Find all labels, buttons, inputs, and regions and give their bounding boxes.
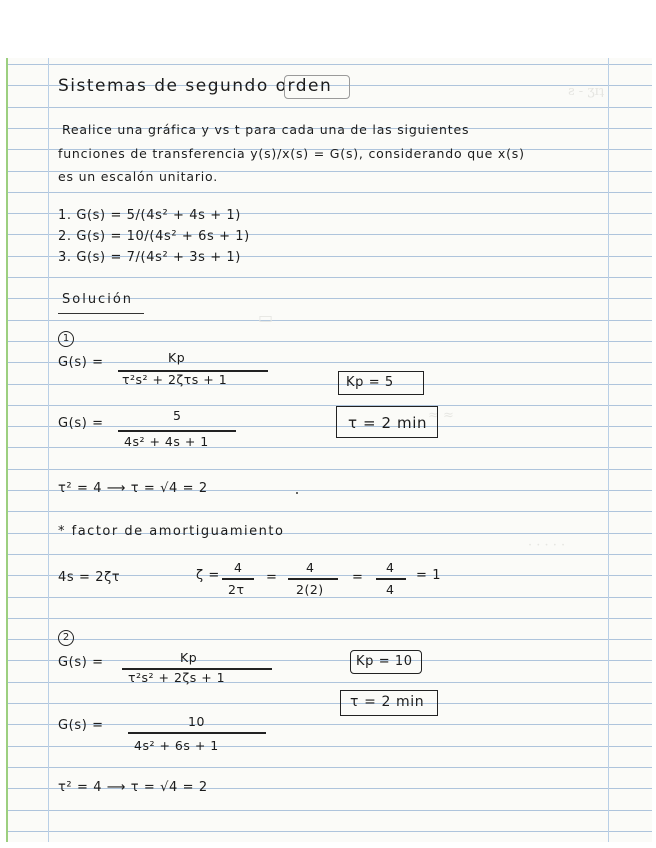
part-1-kp: Kp = 5: [346, 375, 394, 390]
damping-heading: * factor de amortiguamiento: [58, 524, 285, 539]
damping-equation: 4s = 2ζτ: [58, 570, 121, 585]
fraction-numerator: 4: [306, 560, 315, 575]
left-margin-line: [48, 58, 49, 842]
equals-sign: =: [266, 570, 278, 585]
ruled-line: [8, 639, 652, 640]
fraction-bar: [376, 578, 406, 580]
ruled-line: [8, 426, 652, 427]
pen-dot: [296, 492, 298, 494]
title-word-box: [284, 75, 350, 99]
part-1-g-label: G(s) =: [58, 355, 104, 370]
fraction-denominator: 2(2): [296, 582, 324, 597]
ruled-line: [8, 618, 652, 619]
part-2-g-numerator: Kp: [180, 650, 198, 665]
fraction-denominator: 4: [386, 582, 395, 597]
ruled-line: [8, 767, 652, 768]
part-1-g2-denominator: 4s² + 4s + 1: [124, 434, 209, 449]
ruled-line: [8, 703, 652, 704]
ruled-line: [8, 341, 652, 342]
ruled-line: [8, 107, 652, 108]
part-2-g-denominator: τ²s² + 2ζs + 1: [128, 670, 226, 685]
statement-line-3: es un escalón unitario.: [58, 169, 219, 184]
bleed-through-mark: ƨ - ʒɪʇ: [568, 84, 605, 99]
part-1-g-numerator: Kp: [168, 350, 186, 365]
part-2-g-label: G(s) =: [58, 655, 104, 670]
part-1-g-denominator: τ²s² + 2ζτs + 1: [122, 372, 228, 387]
ruled-line: [8, 746, 652, 747]
problem-3: 3. G(s) = 7/(4s² + 3s + 1): [58, 250, 241, 265]
ruled-line: [8, 810, 652, 811]
fraction-numerator: 4: [234, 560, 243, 575]
bleed-through-mark: ≈ ≈: [428, 408, 454, 423]
ruled-line: [8, 277, 652, 278]
equals-sign: =: [352, 570, 364, 585]
fraction-numerator: 4: [386, 560, 395, 575]
ruled-line: [8, 320, 652, 321]
ruled-line: [8, 362, 652, 363]
ruled-line: [8, 597, 652, 598]
ruled-line: [8, 64, 652, 65]
ruled-line: [8, 660, 652, 661]
notebook-page: [6, 58, 652, 842]
fraction-bar: [288, 578, 338, 580]
ruled-line: [8, 192, 652, 193]
statement-line-2: funciones de transferencia y(s)/x(s) = G(s), considerando que x(s): [58, 146, 525, 161]
ruled-line: [8, 447, 652, 448]
problem-1: 1. G(s) = 5/(4s² + 4s + 1): [58, 208, 241, 223]
part-2-tau: τ = 2 min: [350, 694, 425, 710]
problem-2: 2. G(s) = 10/(4s² + 6s + 1): [58, 229, 250, 244]
part-2-tau-line: τ² = 4 ⟶ τ = √4 = 2: [58, 780, 208, 795]
ruled-line: [8, 554, 652, 555]
ruled-line: [8, 511, 652, 512]
bleed-through-mark: ▭: [258, 308, 274, 327]
fraction-bar: [118, 430, 236, 432]
part-2-g2-denominator: 4s² + 6s + 1: [134, 738, 219, 753]
part-2-marker: 2: [58, 630, 74, 646]
fraction-bar: [222, 578, 254, 580]
part-2-g2-label: G(s) =: [58, 718, 104, 733]
damping-result: = 1: [416, 568, 442, 583]
part-2-kp: Kp = 10: [356, 654, 413, 669]
ruled-line: [8, 682, 652, 683]
fraction-bar: [128, 732, 266, 734]
ruled-line: [8, 469, 652, 470]
part-2-g2-numerator: 10: [188, 714, 205, 729]
solution-heading: Solución: [62, 292, 134, 307]
page-title: Sistemas de segundo orden: [58, 76, 333, 96]
ruled-line: [8, 405, 652, 406]
part-1-tau-line: τ² = 4 ⟶ τ = √4 = 2: [58, 481, 208, 496]
solution-underline: [58, 313, 144, 314]
ruled-line: [8, 831, 652, 832]
right-margin-line: [608, 58, 609, 842]
part-1-g2-label: G(s) =: [58, 416, 104, 431]
ruled-line: [8, 384, 652, 385]
part-1-g2-numerator: 5: [173, 408, 182, 423]
ruled-line: [8, 724, 652, 725]
part-1-tau: τ = 2 min: [348, 414, 428, 432]
bleed-through-mark: · · · · ·: [528, 538, 566, 553]
damping-zeta: ζ =: [196, 568, 220, 583]
statement-line-1: Realice una gráfica y vs t para cada una de las siguientes: [62, 122, 470, 137]
fraction-denominator: 2τ: [228, 582, 245, 597]
part-1-marker: 1: [58, 331, 74, 347]
